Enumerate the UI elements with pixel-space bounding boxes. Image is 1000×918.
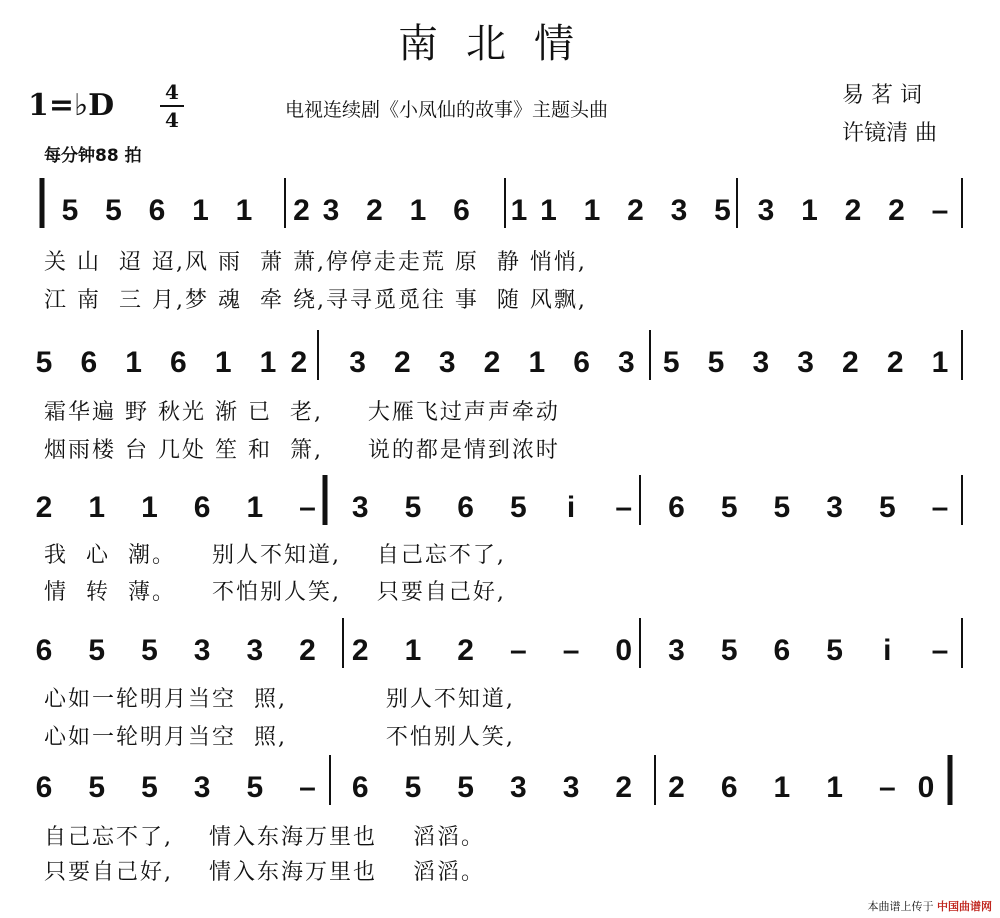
note-digit: 1: [931, 346, 949, 379]
note-digit: 0: [917, 771, 935, 804]
note-digit: 3: [322, 194, 340, 227]
note-digit: 3: [618, 346, 635, 379]
note-digit: –: [299, 771, 316, 804]
note-digit: 0: [615, 634, 633, 667]
note-digit: 5: [826, 634, 843, 667]
footer-credit: [868, 898, 993, 914]
note-digit: 5: [105, 194, 122, 227]
note-digit: 2: [457, 634, 474, 667]
lyric-verse-2: 江 南 三 月,梦 魂 牵 绕,寻寻觅觅往 事 随 风飘,: [44, 288, 587, 313]
music-line-1: [0, 178, 1000, 238]
note-digit: 2: [842, 346, 859, 379]
note-digit: 2: [35, 491, 53, 524]
note-digit: 1: [88, 491, 106, 524]
page-title: 南北情: [398, 21, 602, 67]
note-digit: 5: [720, 634, 738, 667]
note-digit: 5: [404, 771, 422, 804]
note-digit: 5: [773, 491, 791, 524]
note-digit: 6: [453, 194, 470, 227]
music-line-4: [0, 618, 1000, 678]
note-digit: 3: [797, 346, 814, 379]
note-digit: 6: [80, 346, 98, 379]
time-signature: [160, 80, 184, 132]
note-digit: 2: [886, 346, 904, 379]
note-digit: –: [562, 634, 580, 667]
note-digit: 1: [246, 491, 264, 524]
site-logo: 中国曲谱网: [937, 900, 992, 913]
notation-line: [0, 755, 1000, 815]
note-digit: 1: [404, 634, 422, 667]
note-digit: 5: [662, 346, 680, 379]
note-digit: 6: [35, 771, 53, 804]
note-digit: 3: [351, 491, 369, 524]
note-digit: –: [510, 634, 527, 667]
note-digit: 2: [627, 194, 644, 227]
note-digit: 2: [366, 194, 383, 227]
note-digit: 5: [878, 491, 896, 524]
note-digit: 6: [573, 346, 590, 379]
note-digit: 5: [61, 194, 79, 227]
note-digit: 6: [668, 491, 685, 524]
note-digit: 5: [457, 771, 474, 804]
note-digit: 3: [826, 491, 843, 524]
upload-text: 本曲谱上传于: [867, 900, 934, 913]
notation-line: [0, 618, 1000, 678]
note-digit: –: [931, 194, 949, 227]
note-digit: 1: [214, 346, 232, 379]
notation-line: [0, 178, 1000, 238]
note-digit: 5: [88, 771, 106, 804]
note-digit: 2: [844, 194, 862, 227]
note-digit: 1: [192, 194, 209, 227]
lyric-verse-1: 心如一轮明月当空 照, 别人不知道,: [44, 687, 515, 712]
note-digit: 6: [35, 634, 53, 667]
note-digit: 3: [193, 634, 211, 667]
music-line-2: [0, 330, 1000, 390]
note-digit: 3: [752, 346, 770, 379]
note-digit: 3: [510, 771, 527, 804]
note-digit: 1: [540, 194, 557, 227]
music-line-5: [0, 755, 1000, 815]
music-line-3: [0, 475, 1000, 535]
note-digit: i: [566, 491, 576, 524]
note-digit: 2: [299, 634, 316, 667]
note-digit: 2: [483, 346, 501, 379]
note-digit: 3: [670, 194, 688, 227]
note-digit: 5: [510, 491, 527, 524]
lyric-verse-1: 我 心 潮。 别人不知道, 自己忘不了,: [44, 543, 506, 568]
lyric-verse-2: 只要自己好, 情入东海万里也 滔滔。: [44, 860, 485, 885]
lyric-verse-1: 自己忘不了, 情入东海万里也 滔滔。: [44, 825, 485, 850]
note-digit: 2: [394, 346, 411, 379]
note-digit: 1: [801, 194, 818, 227]
lyric-verse-2: 心如一轮明月当空 照, 不怕别人笑,: [44, 725, 515, 750]
note-digit: 1: [125, 346, 142, 379]
note-digit: 5: [141, 634, 158, 667]
note-digit: 1: [528, 346, 546, 379]
note-digit: 2: [888, 194, 905, 227]
note-digit: 6: [170, 346, 187, 379]
time-signature-top: 4: [165, 80, 179, 104]
note-digit: 1: [259, 346, 277, 379]
note-digit: 3: [757, 194, 775, 227]
note-digit: 3: [668, 634, 685, 667]
note-digit: 6: [351, 771, 369, 804]
note-digit: 6: [720, 771, 738, 804]
note-digit: 3: [438, 346, 456, 379]
note-digit: 5: [35, 346, 53, 379]
note-digit: 6: [457, 491, 474, 524]
note-digit: 1: [235, 194, 253, 227]
note-digit: 2: [351, 634, 369, 667]
tempo-marking: 每分钟88 拍: [44, 146, 142, 166]
lyric-verse-1: 霜华遍 野 秋光 渐 已 老, 大雁飞过声声牵动: [44, 400, 560, 425]
notation-line: [0, 475, 1000, 535]
note-digit: 5: [141, 771, 158, 804]
time-signature-bottom: 4: [165, 108, 179, 132]
note-digit: –: [615, 491, 633, 524]
note-digit: 2: [293, 194, 310, 227]
note-digit: –: [299, 491, 316, 524]
note-digit: 5: [404, 491, 422, 524]
note-digit: 1: [773, 771, 791, 804]
note-digit: 5: [714, 194, 731, 227]
note-digit: 2: [668, 771, 685, 804]
note-digit: 6: [148, 194, 166, 227]
note-digit: 6: [773, 634, 791, 667]
subtitle: 电视连续剧《小凤仙的故事》主题头曲: [285, 99, 609, 121]
note-digit: –: [931, 491, 949, 524]
lyric-verse-2: 烟雨楼 台 几处 笙 和 箫, 说的都是情到浓时: [44, 438, 560, 463]
note-digit: 2: [290, 346, 308, 379]
note-digit: 1: [141, 491, 158, 524]
note-digit: 3: [193, 771, 211, 804]
key-signature: 1=♭D: [28, 88, 115, 123]
note-digit: 5: [720, 491, 738, 524]
note-digit: 1: [826, 771, 843, 804]
note-digit: i: [883, 634, 892, 667]
note-digit: 6: [193, 491, 211, 524]
note-digit: –: [931, 634, 949, 667]
note-digit: 1: [409, 194, 427, 227]
note-digit: 3: [246, 634, 264, 667]
notation-line: [0, 330, 1000, 390]
note-digit: 2: [615, 771, 633, 804]
lyricist-credit: 易 茗 词: [842, 83, 922, 108]
lyric-verse-1: 关 山 迢 迢,风 雨 萧 萧,停停走走荒 原 静 悄悄,: [44, 250, 587, 275]
lyric-verse-2: 情 转 薄。 不怕别人笑, 只要自己好,: [44, 580, 506, 605]
composer-credit: 许镜清 曲: [842, 121, 937, 146]
note-digit: 5: [246, 771, 264, 804]
note-digit: 3: [562, 771, 580, 804]
note-digit: 3: [349, 346, 366, 379]
note-digit: 5: [88, 634, 106, 667]
note-digit: 5: [707, 346, 725, 379]
note-digit: 1: [583, 194, 601, 227]
note-digit: –: [878, 771, 896, 804]
note-digit: 1: [510, 194, 528, 227]
